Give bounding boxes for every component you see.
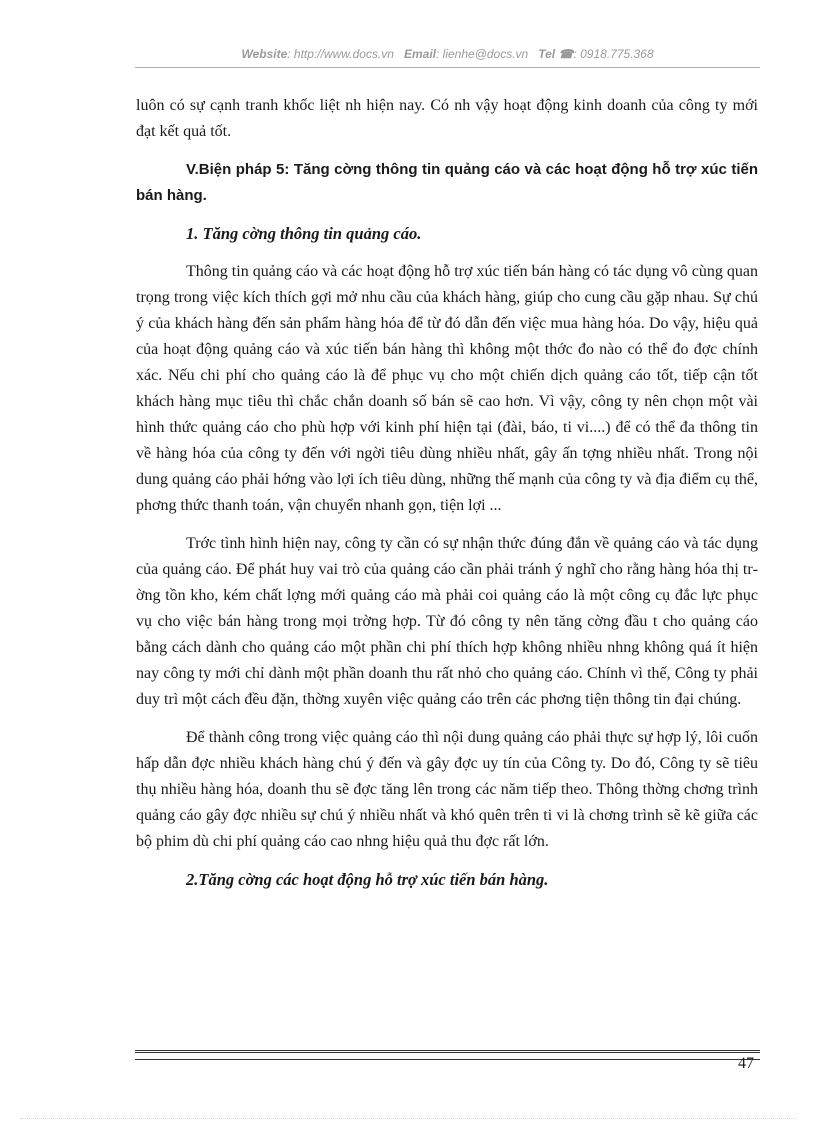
phone-icon: ☎ [558, 47, 574, 61]
section-heading: V.Biện pháp 5: Tăng cờng thông tin quảng cáo và các hoạt động hỗ trợ xúc tiến bán hàng. [136, 161, 758, 204]
paragraph-2: Trớc tình hình hiện nay, công ty cần có sự nhận thức đúng đắn về quảng cáo và tác dụng của quảng cáo. Để phát huy vai trò của quảng cáo cần phải tránh ý nghĩ cho rằng hàng hóa thị trờng tồn kho, kém chất lợng mới quảng cáo mà phải coi quảng cáo là một công cụ đắc lực phục vụ cho việc bán hàng trong mọi trờng hợp. Từ đó công ty nên tăng cờng đầu t cho quảng cáo bằng cách dành cho quảng cáo một phần chi phí thích hợp không nhiều nhng không quá ít hiện nay công ty mới chỉ dành một phần doanh thu rất nhỏ cho quảng cáo. Chính vì thế, Công ty phải duy trì một cách đều đặn, thờng xuyên việc quảng cáo trên các phơng tiện thông tin đại chúng. [136, 535, 758, 708]
page-number: 47 [738, 1055, 754, 1072]
page-bottom-border [20, 1118, 796, 1119]
paragraph-3: Để thành công trong việc quảng cáo thì nội dung quảng cáo phải thực sự hợp lý, lôi cuốn hấp dẫn đợc nhiều khách hàng chú ý đến và gây đợc uy tín của Công ty. Do đó, Công ty sẽ tiêu thụ nhiều hàng hóa, doanh thu sẽ đợc tăng lên trong các năm tiếp theo. Thông thờng chơng trình quảng cáo gây đợc nhiều sự chú ý nhiều nhất và khó quên trên ti vi là chơng trình sẽ kẽ giữa các bộ phim dù chi phí quảng cáo cao nhng hiệu quả thu đợc rất lớn. [136, 729, 758, 850]
paragraph-1: Thông tin quảng cáo và các hoạt động hỗ trợ xúc tiến bán hàng có tác dụng vô cùng quan trọng trong việc kích thích gợi mở nhu cầu của khách hàng, giúp cho cung cầu gặp nhau. Sự chú ý của khách hàng đến sản phẩm hàng hóa để từ đó dẫn đến việc mua hàng hóa. Do vậy, hiệu quả của hoạt động quảng cáo và xúc tiến bán hàng thì không một thớc đo nào có thể đo đợc chính xác. Nếu chi phí cho quảng cáo là để phục vụ cho một chiến dịch quảng cáo tốt, tiếp cận tốt khách hàng mục tiêu thì chắc chắn doanh số bán sẽ cao hơn. Vì vậy, công ty nên chọn một vài hình thức quảng cáo cho phù hợp với kinh phí hiện tại (đài, báo, ti vi....) để có thể đa thông tin về hàng hóa của công ty đến với ngời tiêu dùng nhiều nhất, gây ấn tợng nhiều nhất. Trong nội dung quảng cáo phải hớng vào lợi ích tiêu dùng, những thế mạnh của công ty và địa điểm cụ thể, phơng thức thanh toán, vận chuyển nhanh gọn, tiện lợi ... [136, 263, 758, 514]
page-header [135, 47, 760, 68]
subsection-heading-2: 2.Tăng cờng các hoạt động hỗ trợ xúc tiến bán hàng. [186, 870, 549, 889]
tel-value: : 0918.775.368 [573, 47, 654, 61]
email-value: : lienhe@docs.vn [436, 47, 529, 61]
paragraph-continuation: luôn có sự cạnh tranh khốc liệt nh hiện nay. Có nh vậy hoạt động kinh doanh của công ty mới đạt kết quả tốt. [136, 97, 758, 140]
website-label: Website [241, 47, 288, 61]
website-value: : http://www.docs.vn [287, 47, 394, 61]
footer-rule [135, 1050, 760, 1060]
tel-label: Tel [538, 47, 556, 61]
email-label: Email [403, 47, 436, 61]
page-content [136, 93, 758, 893]
subsection-heading-1: 1. Tăng cờng thông tin quảng cáo. [186, 224, 422, 243]
